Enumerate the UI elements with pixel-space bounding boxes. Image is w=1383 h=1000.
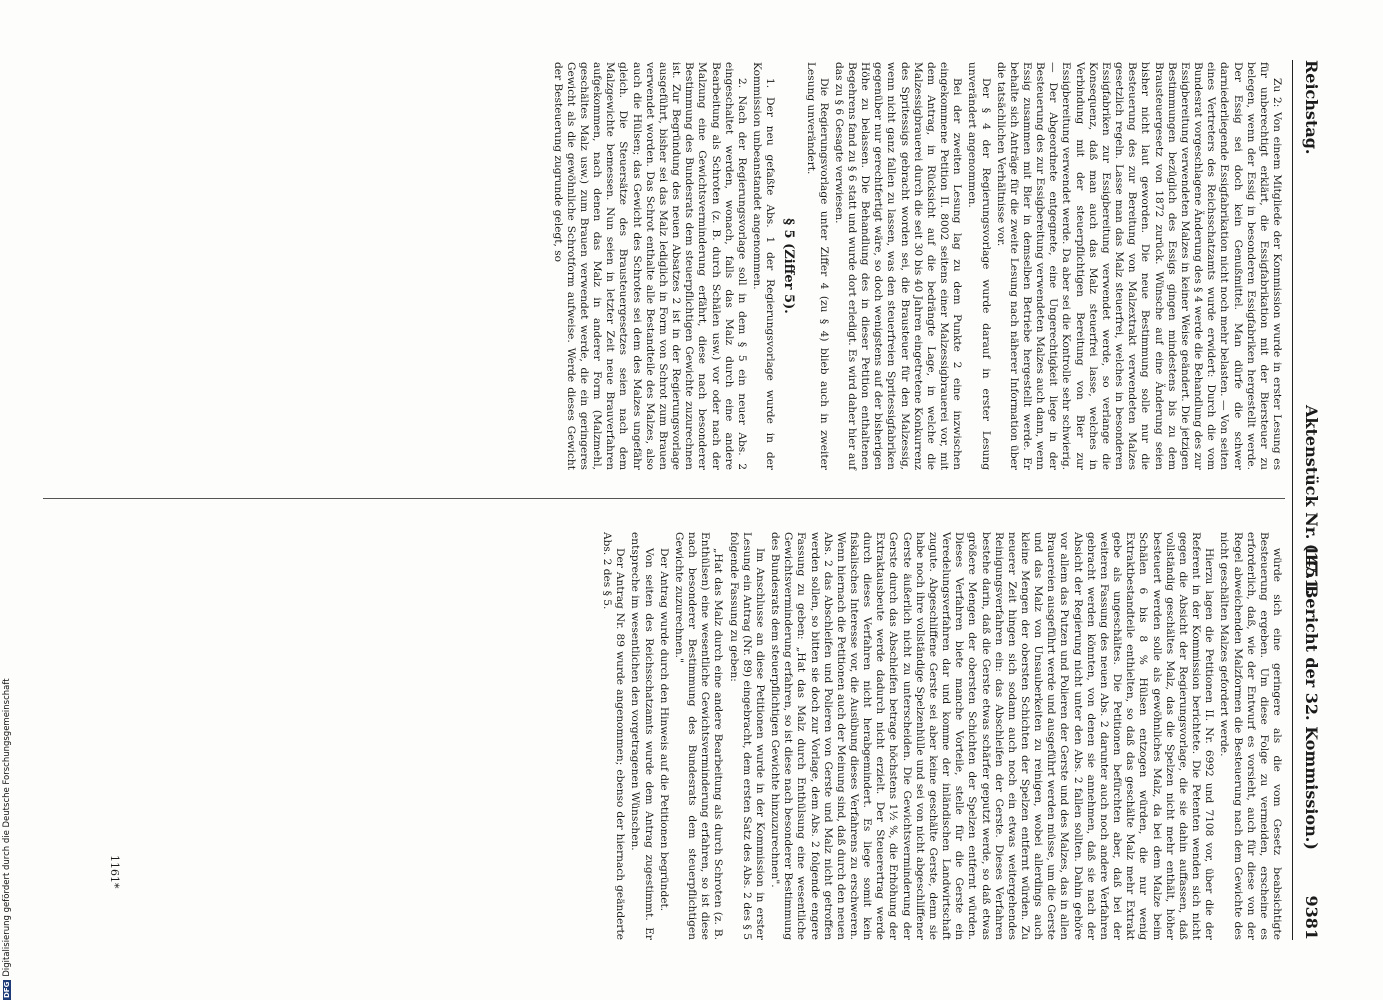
paragraph: 2. Nach der Regierungsvorlage soll in dem § 5 ein neuer Abs. 2 eingeschaltet werden, wonach, falls das Malz durch eine andere Bearbeitung als Schroten (z. B. durch Schälen usw.) vor oder nach der Malzung eine Gewichtsverminderung erfährt, diese nach besonderer Bestimmung des Bundesrats dem steuerpflichtigen Gewichte zuzurechnen ist. Zur Begründung des neuen Absatzes 2 ist in der Regierungsvorlage ausgeführt, bisher sei das Malz lediglich in Form von Schrot zum Brauen verwendet worden. Das Schrot enthalte alle Bestandteile des Malzes, also auch die Hülsen; das Gewicht des Schrotes sei dem des Malzes ungefähr gleich. Die Steuersätze des Brausteuergesetzes seien nach dem Malzgewichte bemessen. Nun seien in letzter Zeit neue Brauverfahren aufgekommen, nach denen das Malz in anderer Form (Malzmehl, geschältes Malz usw.) zum Brauen verwendet werde, die ein geringeres Gewicht als die gewöhnliche Schrotform aufweise. Werde dieses Gewicht der Besteuerung zugrunde gelegt, so [551,62,748,470]
section-title: § 5 (Ziffer 5). [781,218,797,314]
paragraph: Der Antrag Nr. 89 wurde angenommen; ebenso der hiernach geänderte Abs. 2 des § 5. [601,532,627,940]
paragraph: Die Regierungsvorlage unter Ziffer 4 (zu § 4) blieb auch in zweiter Lesung unverändert. [804,62,830,470]
header-left: Reichstag. [1302,60,1321,155]
header-right-title: (17. Bericht der 32. Kommission.) [1302,543,1321,850]
column-divider [43,498,1285,499]
dfg-logo: DFG [3,981,11,998]
paragraph: Der § 4 der Regierungsvorlage wurde darauf in erster Lesung unverändert angenommen. [966,62,992,470]
left-column [549,62,1283,470]
page-header [1295,60,1321,940]
quoted-text: „Hat das Malz durch eine andere Bearbeitung als durch Schroten (z. B. Enthülsen) eine wesentliche Gewichtsverminderung erfahren, so ist diese nach besonderer Bestimmung des Bundesrats dem steuerpflichtigen Gewichte zuzurechnen." [672,532,725,940]
paragraph: Von seiten des Reichsschatzamts wurde dem Antrag zugestimmt. Er entspreche im wesentlichen den vorgetragenen Wünschen. [629,532,655,940]
paragraph: Der Antrag wurde durch den Hinweis auf die Petitionen begründet. [657,548,670,912]
digitization-credit [2,600,14,1000]
right-column [598,532,1283,940]
paragraph: Bei der zweiten Lesung lag zu dem Punkte 2 eine inzwischen eingekommene Petition II. 8002 seitens einer Malzessigbrauerei vor, mit dem Antrag, in Rücksicht auf die bedrängte Lage, in welche die Malzessigbrauerei durch die seit 30 bis 40 Jahren eingetretene Konkurrenz des Spritessigs gebracht worden sei, die Brausteuer für den Malzessig, wenn nicht ganz fallen zu lassen, was den steuerfreien Spritessigfabriken gegenüber nur gerechtfertigt wäre, so doch wenigstens auf der bisherigen Höhe zu belassen. Die Behandlung des in dieser Petition enthaltenen Begehrens fand zu § 6 statt und wurde dort erledigt. Es wird daher hier auf das zu § 6 Gesagte verwiesen. [832,62,964,470]
digitization-text: Digitalisierung gefördert durch die Deutsche Forschungsgemeinschaft [2,678,12,977]
page-number: 9381 [1302,895,1321,940]
paragraph: Hierzu lagen die Petitionen II. Nr. 6992 und 7108 vor, über die der Referent in der Kommission berichtete. Die Petenten wenden sich nicht gegen die Absicht der Regierungsvorlage, die sie dahin auffassen, daß vollständig geschältes Malz, das die Spelzen nicht mehr enthält, höher besteuert werden solle als gewöhnliches Malz, da bei dem Malze beim Schälen 6 bis 8 % Hülsen entzogen würden, die nur wenig Extraktbestandteile enthielten, so daß das geschälte Malz mehr Extrakt gebe als ungeschältes. Die Petitionen befürchten aber, daß bei der weiteren Fassung des neuen Abs. 2 darunter auch noch andere Verfahren gebracht werden könnten, von denen sie annehmen, daß sie nach der Absicht der Regierung nicht unter den Abs. 2 fallen sollten. Dahin gehöre vor allem das Putzen und Polieren der Gerste und des Malzes, das in allen Brauereien ausgeführt werde und ausgeführt werden müsse, um die Gerste und das Malz von Unsauberkeiten zu reinigen, wobei allerdings auch kleine Mengen der obersten Schichten der Spelzen entfernt würden. Zu neuerer Zeit hingen sich sodann auch noch ein etwas weitergehendes Reinigungsverfahren ein: das Abschleifen der Gerste. Dieses Verfahren bestehe darin, daß die Gerste etwas schärfer geputzt werde, so daß etwas größere Mengen der obersten Schichten der Spelzen entfernt würden. Dieses Verfahren biete manche Vorteile, stelle für die Gerste ein Veredelungsverfahren dar und komme der inländischen Landwirtschaft zugute. Abgeschliffene Gerste sei aber keine geschälte Gerste, denn sie habe noch ihre vollständige Spelzenhülle und sei von nicht abgeschliffener Gerste äußerlich nicht zu unterscheiden. Die Gewichtsverminderung der Gerste durch das Abschleifen betrage höchstens 1½ %, die Erhöhung der Extraktausbeute werde dadurch nicht erzielt. Der Steuerertrag werde durch dieses Verfahren nicht herabgemindert. Es liege somit kein fiskalisches Interesse vor, die Ausübung dieses Verfahrens zu erschweren. Wenn hiernach die Petitionen auch der Meinung sind, daß durch den neuen Abs. 2 das Abschleifen und Polieren von Gerste und Malz nicht getroffen werden sollen, so bitten sie doch zur Vorlage, dem Abs. 2 folgende engere Fassung zu geben: „Hat das Malz durch Enthülsung eine wesentliche Gewichtsverminderung erfahren, so ist diese nach besonderer Bestimmung des Bundesrats dem steuerpflichtigen Gewichte hinzuzurechnen". [769,532,1216,941]
paragraph: 1. Der neu gefaßte Abs. 1 der Regierungsvorlage wurde in der Kommission unbeanstandet angenommen. [751,62,777,470]
paragraph: Im Anschlusse an diese Petitionen wurde in der Kommission in erster Lesung ein Antrag (Nr. 89) eingebracht, dem ersten Satz des Abs. 2 des § 5 folgende Fassung zu geben: [727,532,766,940]
header-right [1302,544,1321,940]
page-mark: 1161* [108,855,121,889]
header-center: Aktenstück Nr. 1451. [1302,405,1321,595]
header-rule [1292,60,1293,940]
paragraph: Zu 2: Von einem Mitgliede der Kommission wurde in erster Lesung es für unberechtigt erklärt, die Essigfabrikation mit der Biersteuer zu belegen, wenn der Essig in besonderen Essigfabriken hergestellt werde. Der Essig sei doch kein Genußmittel. Man dürfe die schwer darniederliegende Essigfabrikation nicht noch mehr belasten. — Von seiten eines Vertreters des Reichsschatzamts wurde erwidert: Durch die vom Bundesrat vorgeschlagene Änderung des § 4 werde die Behandlung des zur Essigbereitung verwendeten Malzes in keiner Weise geändert. Die jetzigen Bestimmungen bezüglich des Essigs gingen mindestens bis zu dem Brausteuergesetz von 1872 zurück. Wünsche auf eine Änderung seien bisher nicht laut geworden. Die neue Bestimmung solle nur die Besteuerung des zur Bereitung von Malzextrakt verwendeten Malzes gesetzlich regeln. Lasse man das Malz steuerfrei, welches in besonderen Essigfabriken zur Essigbereitung verwendet werde, so verlange die Konsequenz, daß man auch das Malz steuerfrei lasse, welches in Verbindung mit der steuerpflichtigen Bereitung von Bier zur Essigbereitung verwendet werde. Da aber sei die Kontrolle sehr schwierig. — Der Abgeordnete entgegnete, eine Ungerechtigkeit liege in der Besteuerung des zur Essigbereitung verwendeten Malzes auch dann, wenn Essig zusammen mit Bier in demselben Betriebe hergestellt werde. Er behalte sich Anträge für die zweite Lesung nach näherer Information über die tatsächlichen Verhältnisse vor. [994,62,1283,470]
paragraph: würde sich eine geringere als die vom Gesetz beabsichtigte Besteuerung ergeben. Um diese Folge zu vermeiden, erscheine es erforderlich, daß, wie der Entwurf es vorsieht, auch für diese von der Regel abweichenden Malzformen die Besteuerung nach dem Gewichte des nicht geschälten Malzes gefordert werde. [1218,532,1283,940]
